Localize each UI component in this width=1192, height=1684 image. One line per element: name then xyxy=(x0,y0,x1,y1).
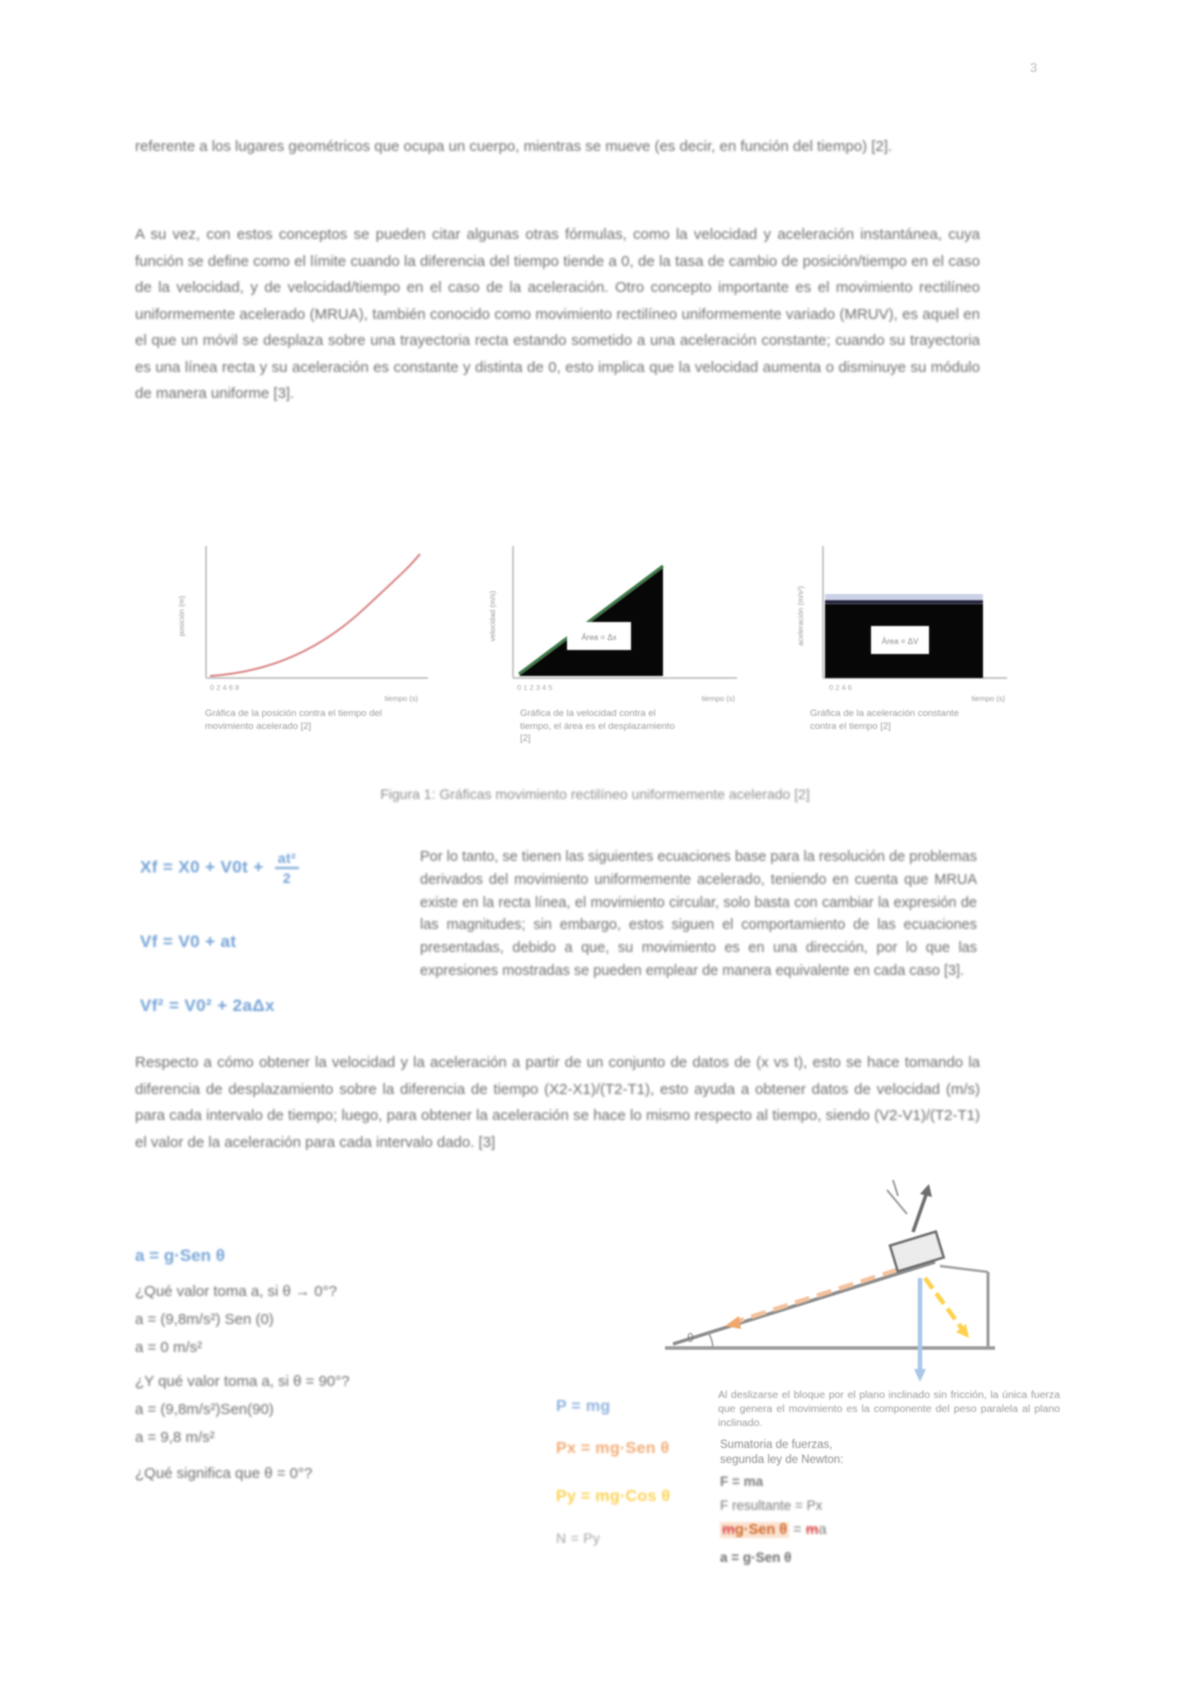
qa-answer-2b: a = 9,8 m/s² xyxy=(135,1429,215,1446)
qa-answer-1a: a = (9,8m/s²) Sen (0) xyxy=(135,1311,274,1328)
qa-question-1: ¿Qué valor toma a, si θ → 0°? xyxy=(135,1283,337,1300)
x-axis-label: tiempo (s) xyxy=(971,694,1005,703)
fraction-numerator: at² xyxy=(275,850,299,869)
cancel-equals: = xyxy=(789,1522,806,1538)
derivation-newton-line1: Sumatoria de fuerzas, xyxy=(720,1439,833,1451)
x-tick-labels: 0 1 2 3 4 5 xyxy=(517,683,553,692)
block-rect xyxy=(890,1232,944,1272)
paragraph-concepts: A su vez, con estos conceptos se pueden citar algunas otras fórmulas, como la velocidad y aceleración instantánea, cuya función se define como el límite cuando la diferencia del tiempo tiende a 0, de la tasa de cambio de posición/tiempo en el caso de la velocidad, y de velocidad/tiempo en el caso de la aceleración. Otro concepto importante es el movimiento rectilíneo uniformemente acelerado (MRUA), también conocido como movimiento rectilíneo uniformemente variado (MRUV), es aquel en el que un móvil se desplaza sobre una trayectoria recta estando sometido a una aceleración constante; cuando su trayectoria es una línea recta y su aceleración es constante y distinta de 0, esto implica que la velocidad aumenta o disminuye su módulo de manera uniforme [3]. xyxy=(135,226,980,402)
qa-question-3: ¿Qué significa que θ = 0°? xyxy=(135,1465,313,1482)
x-axis-label: tiempo (s) xyxy=(384,694,418,703)
cancel-lhs-rest: g·Sen θ xyxy=(734,1522,788,1538)
cancel-lhs xyxy=(720,1522,789,1538)
angle-arc xyxy=(708,1332,713,1348)
derivation-cancel-line xyxy=(720,1522,827,1538)
paragraph-data-method: Respecto a cómo obtener la velocidad y la aceleración a partir de un conjunto de datos de (x vs t), esto se hace tomando la diferencia de desplazamiento sobre la diferencia de tiempo (X2-X1)/(T2-T1), esto ayuda a obtener datos de velocidad (m/s) para cada intervalo de tiempo; luego, para obtener la aceleración se hace lo mismo respecto al tiempo, siendo (V2-V1)/(T2-T1) el valor de la aceleración para cada intervalo dado. [3] xyxy=(135,1054,980,1151)
figure-caption: Figura 1: Gráficas movimiento rectilíneo uniformemente acelerado [2] xyxy=(380,786,810,802)
legend-weight-y: Py = mg·Cos θ xyxy=(556,1488,671,1505)
y-axis-label: aceleración (m/s²) xyxy=(796,585,805,647)
cancel-rhs-rest: a xyxy=(818,1522,827,1538)
weight-arrowhead xyxy=(914,1369,926,1382)
chart-position-time xyxy=(170,538,440,703)
legend-weight: P = mg xyxy=(556,1398,611,1415)
weight-y-arrow xyxy=(925,1278,963,1330)
line-highlight-band xyxy=(825,594,983,601)
chart-caption-1: Gráfica de la posición contra el tiempo del movimiento acelerado [2] xyxy=(205,708,382,732)
normal-arrow xyxy=(913,1192,927,1232)
position-curve xyxy=(210,554,420,676)
normal-arrowhead xyxy=(920,1184,932,1197)
qa-answer-1b: a = 0 m/s² xyxy=(135,1339,203,1356)
derivation-f-net: F resultante = Px xyxy=(720,1498,823,1513)
fraction-denominator: 2 xyxy=(282,870,292,886)
derivation-newton-line2: segunda ley de Newton: xyxy=(720,1453,844,1466)
equation-velocity-squared: Vf² = V0² + 2aΔx xyxy=(140,996,275,1015)
block xyxy=(890,1232,944,1272)
chart-caption-3: Gráfica de la aceleración constante contra el tiempo [2] xyxy=(810,708,959,732)
derivation-note: Al deslizarse el bloque por el plano inclinado sin fricción, la única fuerza que genera el movimiento es la componente del peso paralela al plano inclinado. xyxy=(718,1389,1060,1429)
angle-label: θ xyxy=(687,1331,694,1345)
qa-question-2: ¿Y qué valor toma a, si θ = 90°? xyxy=(135,1373,350,1390)
inclined-plane-diagram xyxy=(635,1172,1025,1387)
x-tick-labels: 0 2 4 6 8 xyxy=(210,683,240,692)
sketch-mark xyxy=(887,1180,907,1214)
area-label: Área = Δx xyxy=(581,633,617,642)
paragraph-equations: Por lo tanto, se tienen las siguientes ecuaciones base para la resolución de problemas derivados del movimiento uniformemente acelerado, teniendo en cuenta que MRUA existe en la recta línea, el movimiento circular, solo basta con cambiar la expresión de las magnitudes; sin embargo, estos siguen el comportamiento de las ecuaciones presentadas, debido a que, su movimiento es en una dirección, por lo que las expresiones mostradas se pueden emplear de manera equivalente en cada caso [3]. xyxy=(420,849,977,979)
law-equation: a = g·Sen θ xyxy=(135,1246,225,1265)
paragraph-intro: referente a los lugares geométricos que ocupa un cuerpo, mientras se mueve (es decir, en función del tiempo) [2]. xyxy=(135,138,893,155)
x-axis-label: tiempo (s) xyxy=(701,694,735,703)
page-number: 3 xyxy=(1030,60,1038,75)
incline-top-edge xyxy=(940,1266,988,1272)
cancel-mass-right: m xyxy=(805,1522,819,1538)
y-axis-label: velocidad (m/s) xyxy=(488,590,497,642)
derivation-f-ma: F = ma xyxy=(720,1474,764,1489)
qa-answer-2a: a = (9,8m/s²)Sen(90) xyxy=(135,1401,274,1418)
qa-block xyxy=(135,1278,555,1488)
equation-position-prefix: Xf = X0 + V0t + xyxy=(140,857,264,877)
legend-normal: N = Py xyxy=(556,1530,601,1546)
weight-x-arrow xyxy=(735,1270,897,1322)
incline-line xyxy=(673,1262,935,1344)
chart-caption-2: Gráfica de la velocidad contra el tiempo, el área es el desplazamiento [2] xyxy=(520,708,675,744)
equation-position xyxy=(140,850,299,886)
derivation-result: a = g·Sen θ xyxy=(720,1550,792,1565)
chart-velocity-time xyxy=(485,538,745,703)
equation-velocity: Vf = V0 + at xyxy=(140,932,237,951)
cancel-mass-left: m xyxy=(722,1522,735,1538)
equation-position-fraction xyxy=(275,850,299,886)
legend-weight-x: Px = mg·Sen θ xyxy=(556,1440,670,1457)
x-tick-labels: 0 2 4 6 xyxy=(829,683,852,692)
area-label: Área = ΔV xyxy=(881,637,919,646)
chart-acceleration-time xyxy=(775,538,1025,703)
derivation-newton xyxy=(720,1438,950,1467)
y-axis-label: posición (m) xyxy=(177,595,186,637)
